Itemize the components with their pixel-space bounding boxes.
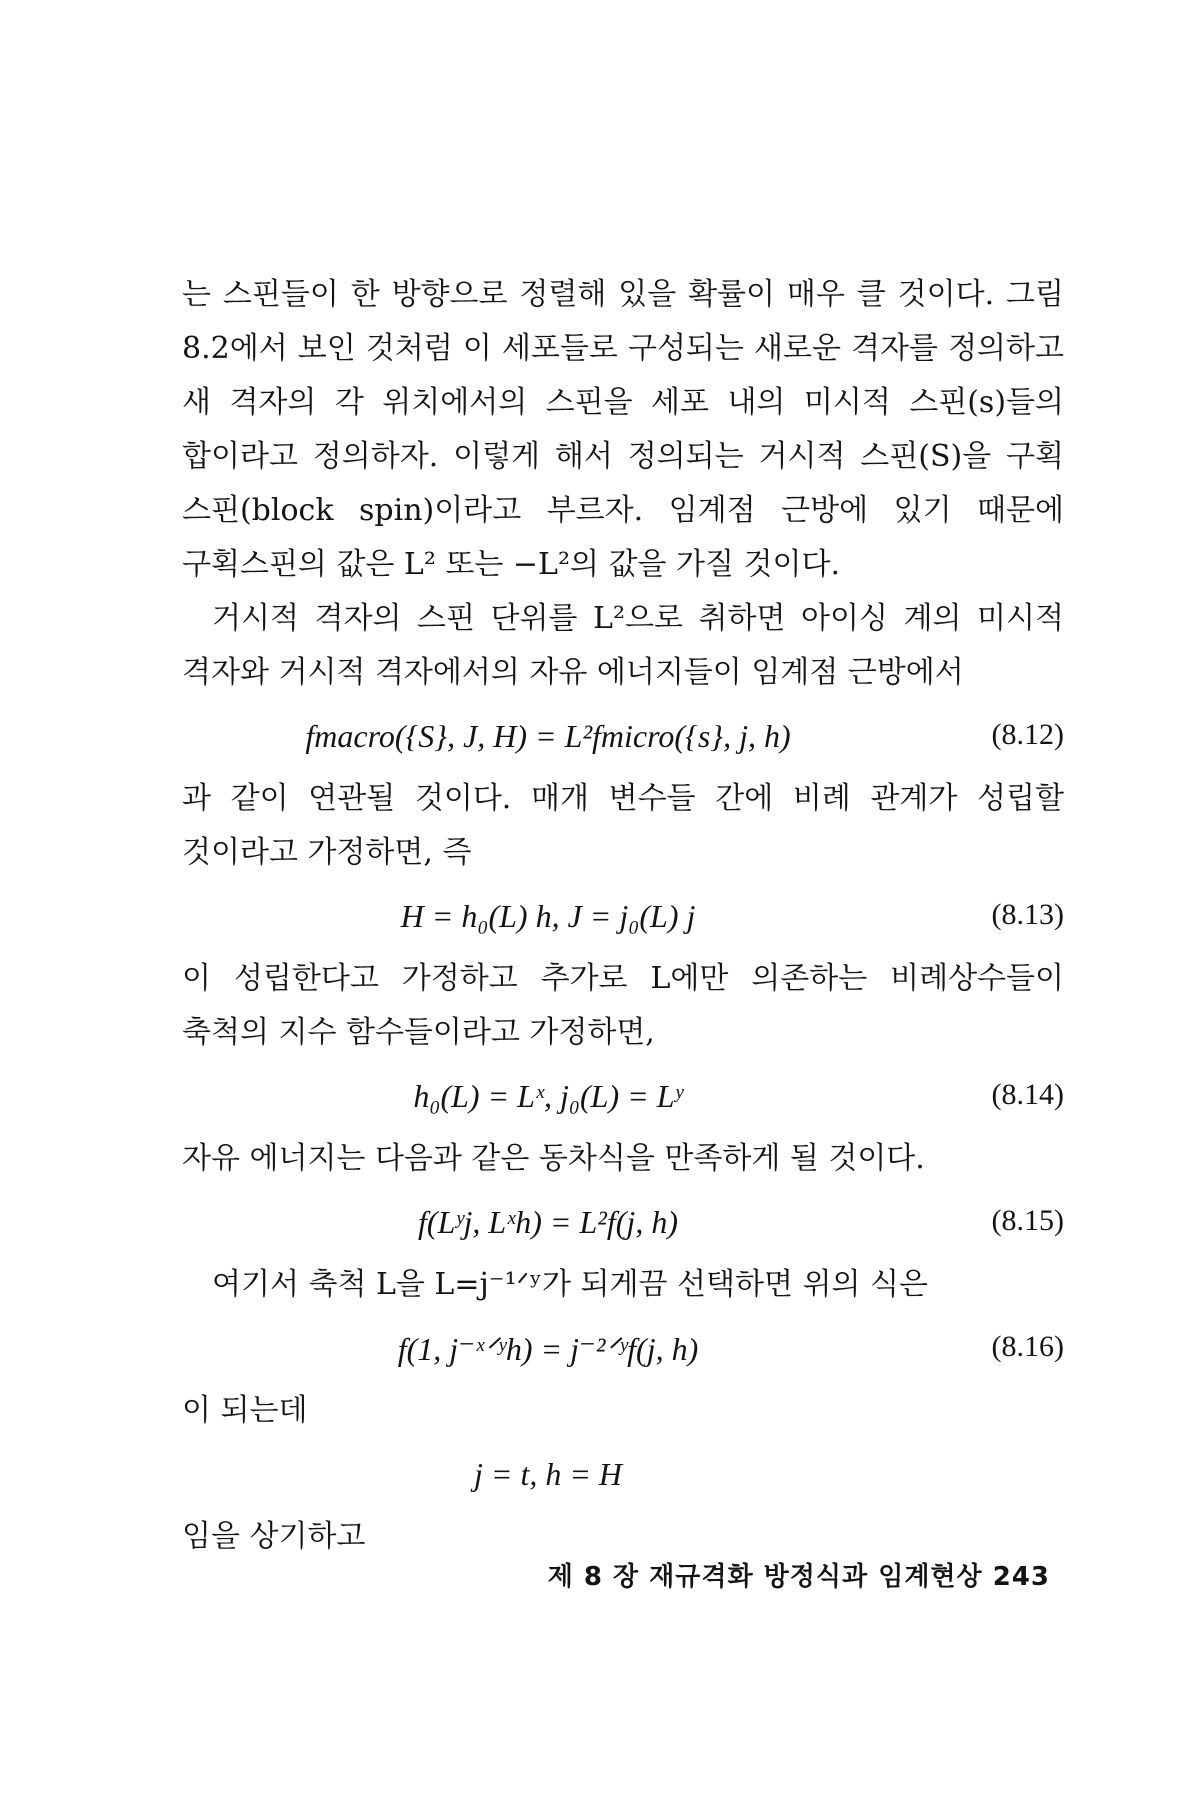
running-footer: 제 8 장 재규격화 방정식과 임계현상 243 <box>547 1562 1050 1592</box>
paragraph-exponential-assumption: 이 성립한다고 가정하고 추가로 L에만 의존하는 비례상수들이 축척의 지수 함수들이라고 가정하면, <box>182 961 1064 1050</box>
paragraph-recall: 임을 상기하고 <box>182 1519 366 1554</box>
equation-number: (8.16) <box>991 1330 1064 1363</box>
paragraph-proportionality: 과 같이 연관될 것이다. 매개 변수들 간에 비례 관계가 성립할 것이라고 가정하면, 즉 <box>182 781 1064 870</box>
equation-8-15 <box>182 1192 1064 1256</box>
equation-identification <box>182 1444 1064 1508</box>
paragraph-homogeneous: 자유 에너지는 다음과 같은 동차식을 만족하게 될 것이다. <box>182 1141 925 1176</box>
equation-number: (8.15) <box>991 1204 1064 1237</box>
equation-8-13 <box>182 886 1064 950</box>
paragraph-block-spin: 는 스핀들이 한 방향으로 정렬해 있을 확률이 매우 클 것이다. 그림 8.2에서 보인 것처럼 이 세포들로 구성되는 새로운 격자를 정의하고 새 격자의 각 위치에서의 스핀을 세포 내의 미시적 스핀(s)들의 합이라고 정의하자. 이렇게 해서 정의되는 거시적 스핀(S)을 구획 스핀(block spin)이라고 부르자. 임계점 근방에 있기 때문에 구획스핀의 값은 L² 또는 −L²의 값을 가질 것이다. <box>182 277 1064 582</box>
equation-number: (8.14) <box>991 1078 1064 1111</box>
equation-number: (8.12) <box>991 718 1064 751</box>
paragraph-free-energy-intro: 거시적 격자의 스핀 단위를 L²으로 취하면 아이싱 계의 미시적 격자와 거시적 격자에서의 자유 에너지들이 임계점 근방에서 <box>182 601 1064 690</box>
equation-8-14 <box>182 1066 1064 1130</box>
paragraph-scale-choice: 여기서 축척 L을 L=j⁻¹ᐟʸ가 되게끔 선택하면 위의 식은 <box>212 1267 928 1302</box>
equation-8-16 <box>182 1318 1064 1382</box>
equation-number: (8.13) <box>991 898 1064 931</box>
equation-expression: j = t, h = H <box>473 1456 623 1492</box>
equation-8-12 <box>182 706 1064 770</box>
page-body <box>182 268 1064 1564</box>
equation-expression: f(Lʸj, Lˣh) = L²f(j, h) <box>418 1204 678 1240</box>
paragraph-becomes: 이 되는데 <box>182 1393 308 1428</box>
equation-expression: f(1, j⁻ˣᐟʸh) = j⁻²ᐟʸf(j, h) <box>397 1331 699 1367</box>
equation-expression: h₀(L) = Lˣ, j₀(L) = Lʸ <box>413 1078 683 1114</box>
equation-expression: fmacro({S}, J, H) = L²fmicro({s}, j, h) <box>305 718 791 754</box>
equation-expression: H = h₀(L) h, J = j₀(L) j <box>400 898 696 934</box>
